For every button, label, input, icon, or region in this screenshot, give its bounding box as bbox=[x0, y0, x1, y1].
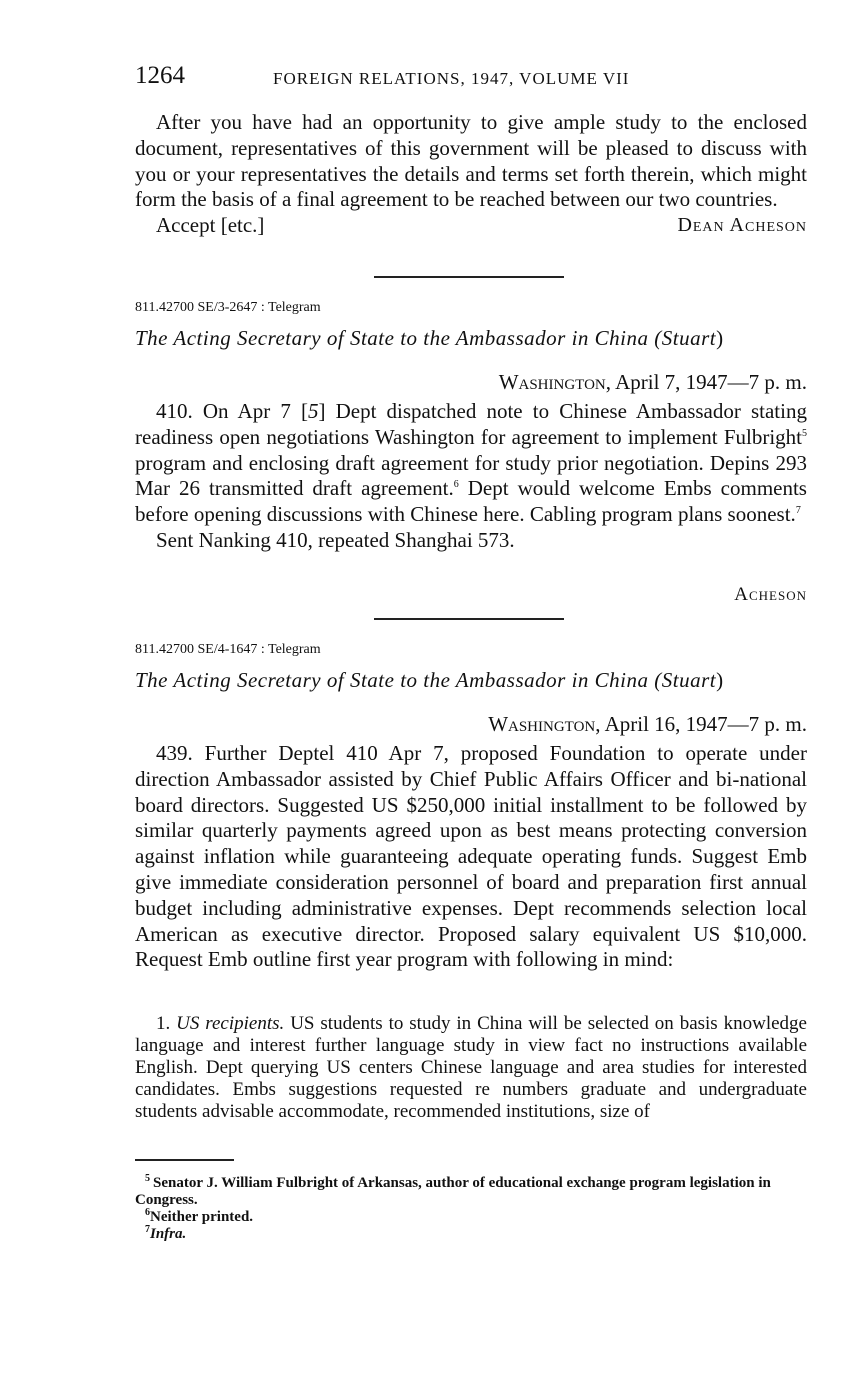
doc2-body bbox=[135, 741, 807, 973]
page-number: 1264 bbox=[135, 62, 185, 89]
doc2-paragraph: 439. Further Deptel 410 Apr 7, proposed Foundation to operate under direction Ambassador assisted by Chief Public Affairs Officer and bi-national board directors. Suggested US $250,000 initial installment to be followed by similar quarterly payments agreed upon as best means protecting conversion against inflation while guaranteeing adequate operating funds. Suggest Emb give immediate consideration personnel of board and preparation first annual budget including administrative expenses. Dept recommends selection local American as executive director. Proposed salary equivalent US $10,000. Request Emb outline first year program with following in mind: bbox=[135, 741, 807, 972]
doc2-file-ref: 811.42700 SE/4-1647 : Telegram bbox=[135, 642, 321, 657]
doc2-item-1-heading: US recipients. bbox=[176, 1013, 285, 1034]
doc1-signature: Acheson bbox=[734, 584, 807, 605]
doc2-dateline: Washington, April 16, 1947—7 p. m. bbox=[488, 712, 807, 736]
doc1-paragraph: 410. On Apr 7 [5] Dept dispatched note to Chinese Ambassador stating readiness open negotiations Washington for agreement to implement Fulbright$^5$ program and enclosing draft agreement for study prior negotiation. Depins 293 Mar 26 transmitted draft agreement.$^6$ Dept would welcome Embs comments before opening discussions with Chinese here. Cabling program plans soonest.$^7$ bbox=[135, 399, 807, 527]
section-divider bbox=[374, 276, 564, 278]
footnote-ref-6[interactable]: 6 bbox=[453, 479, 459, 491]
doc1-file-ref: 811.42700 SE/3-2647 : Telegram bbox=[135, 300, 321, 315]
running-head: FOREIGN RELATIONS, 1947, VOLUME VII bbox=[273, 69, 630, 88]
section-divider bbox=[374, 618, 564, 620]
footnote-6: $^6$Neither printed. bbox=[145, 1207, 254, 1225]
footnotes bbox=[135, 1175, 807, 1243]
footnote-ref-5[interactable]: 5 bbox=[802, 427, 807, 439]
letter-closing: Accept [etc.] bbox=[156, 213, 265, 238]
footnote-divider bbox=[135, 1159, 234, 1161]
page-header bbox=[135, 62, 807, 94]
footnote-7: $^7$Infra. bbox=[145, 1224, 187, 1242]
doc1-title: The Acting Secretary of State to the Ambassador in China (Stuart) bbox=[135, 326, 724, 350]
letter-closing-row bbox=[135, 213, 807, 239]
doc1-body bbox=[135, 399, 807, 554]
doc1-sent-line: Sent Nanking 410, repeated Shanghai 573. bbox=[156, 527, 515, 552]
footnote-5: $^5$ Senator J. William Fulbright of Arkansas, author of educational exchange program legislation in Congress. bbox=[135, 1173, 771, 1208]
footnote-ref-7[interactable]: 7 bbox=[795, 505, 801, 517]
doc2-title: The Acting Secretary of State to the Ambassador in China (Stuart) bbox=[135, 668, 724, 692]
letter-signature: Dean Acheson bbox=[677, 214, 807, 237]
doc2-item-1 bbox=[135, 1013, 807, 1123]
letter-end-block bbox=[135, 110, 807, 239]
letter-paragraph: After you have had an opportunity to give ample study to the enclosed document, representatives of this government will be pleased to discuss with you or your representatives the details and terms set forth therein, which might form the basis of a final agreement to be reached between our two countries. bbox=[135, 110, 807, 212]
doc2-item-1-text: 1. US recipients. US students to study in China will be selected on basis knowledge language and interest further language study in view fact no instructions available English. Dept querying US centers Chinese language and area studies for interested candidates. Embs suggestions requested re numbers graduate and undergraduate students advisable accommodate, recommended institutions, size of bbox=[135, 1013, 807, 1122]
doc1-dateline: Washington, April 7, 1947—7 p. m. bbox=[498, 370, 807, 394]
